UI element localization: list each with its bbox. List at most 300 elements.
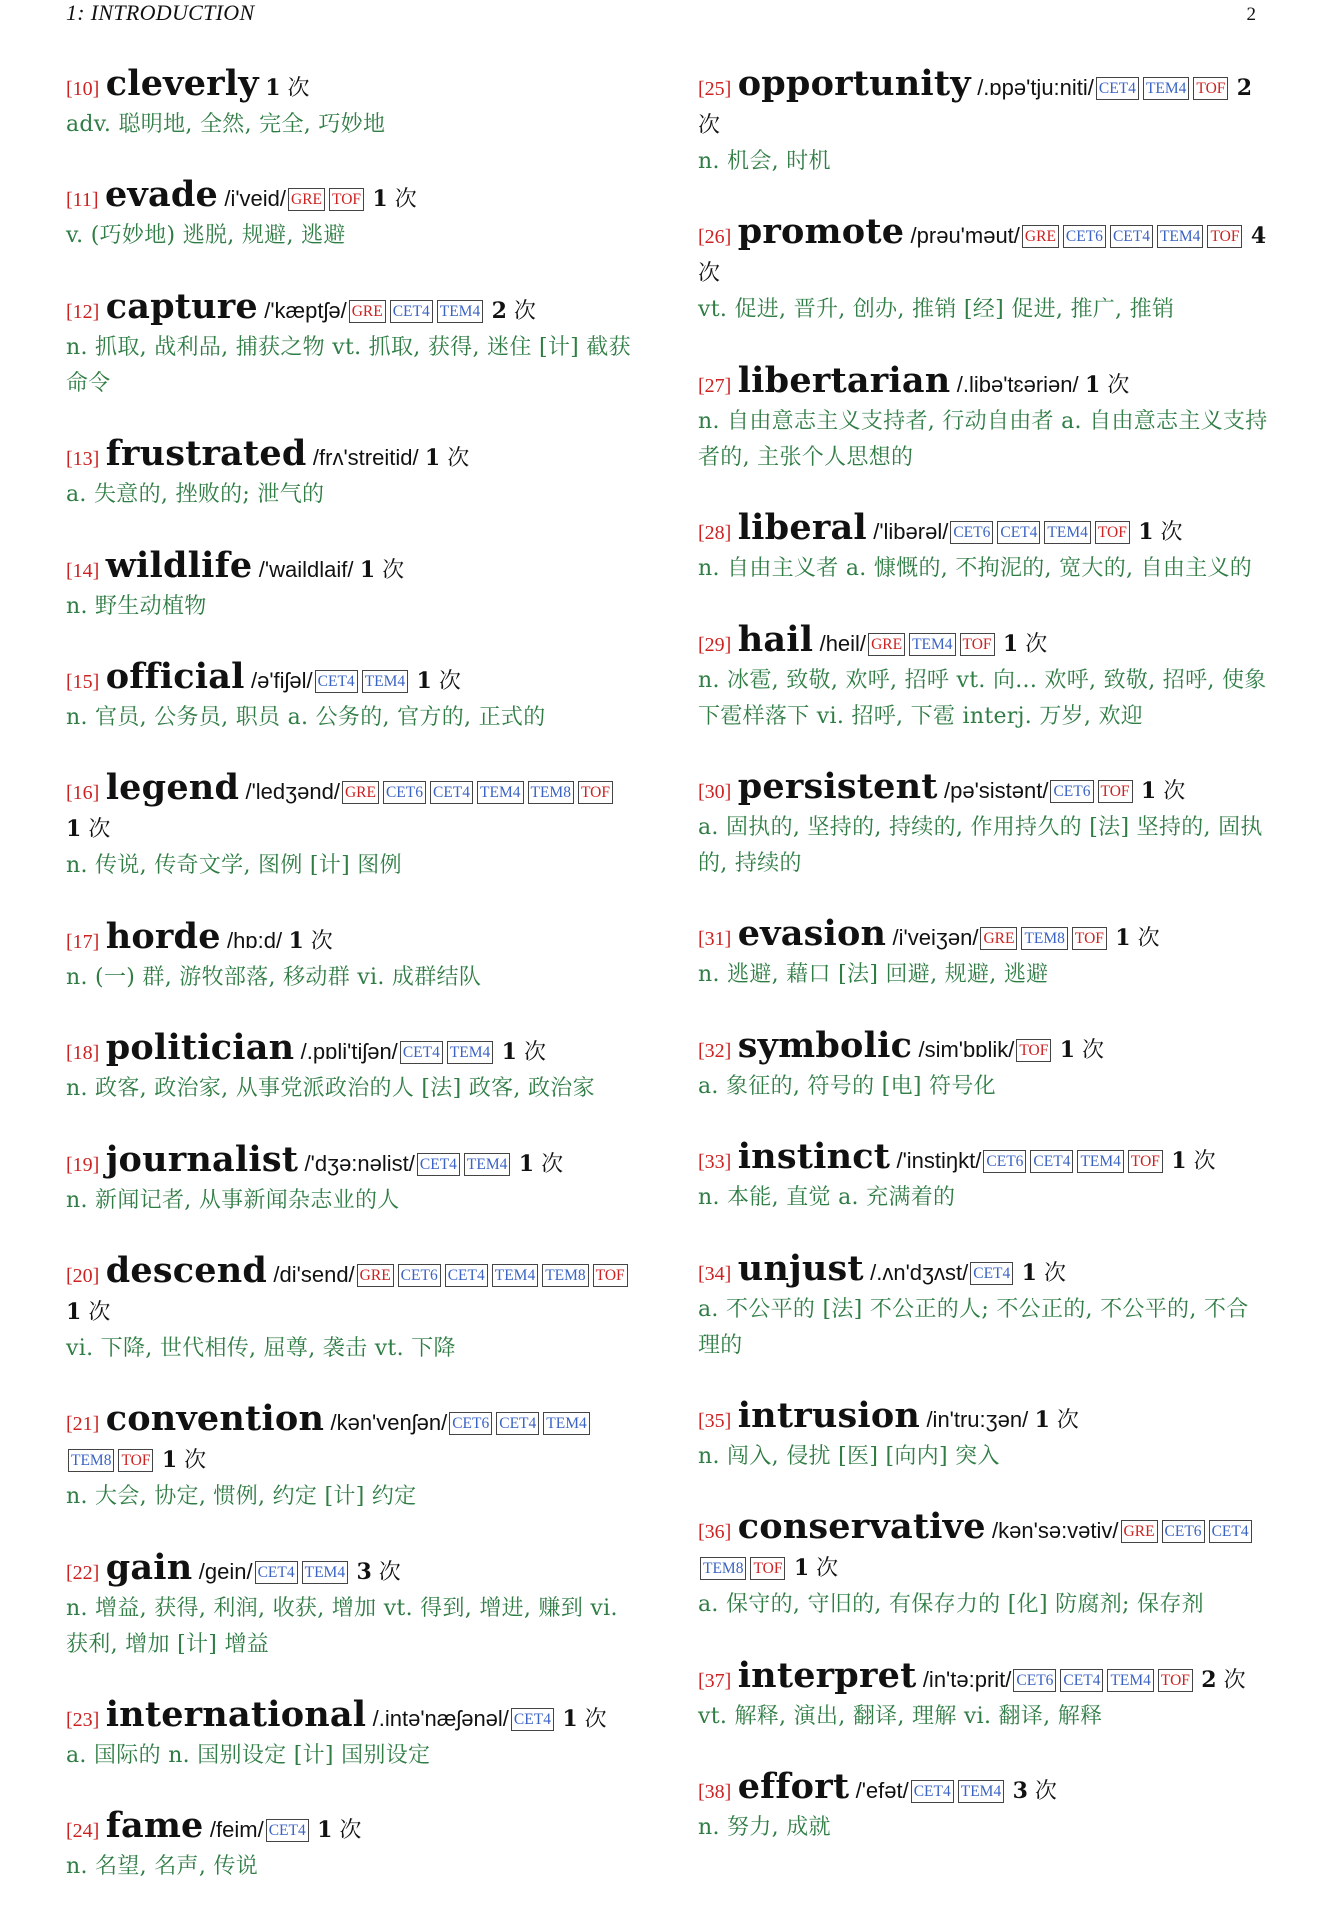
entry-index: [24] [66, 1820, 100, 1843]
entry-index: [35] [698, 1409, 732, 1432]
frequency-count [425, 446, 469, 471]
headword: evade [104, 174, 218, 216]
exam-tag-tem4: TEM4 [477, 781, 523, 804]
exam-tag-tem4: TEM4 [909, 633, 955, 656]
count-unit: 次 [378, 1559, 401, 1585]
frequency-count [1085, 373, 1129, 398]
count-number: 1 [501, 1039, 517, 1066]
phonetic: /.ʌn'dʒʌst/ [870, 1259, 969, 1285]
headword: frustrated [105, 433, 307, 475]
vocab-entry [698, 63, 1268, 180]
count-number: 1 [288, 927, 304, 954]
count-unit: 次 [1107, 372, 1130, 398]
exam-tag-cet4: CET4 [911, 1780, 954, 1803]
headword: persistent [737, 765, 938, 807]
definition: adv. 聪明地, 全然, 完全, 巧妙地 [66, 112, 386, 137]
count-number: 1 [66, 1298, 82, 1325]
headword: intrusion [737, 1394, 921, 1436]
entry-index: [21] [66, 1413, 100, 1436]
headword: international [105, 1694, 367, 1736]
count-unit: 次 [513, 298, 536, 324]
phonetic: /.intə'næʃənəl/ [372, 1706, 509, 1732]
definition: v. (巧妙地) 逃脱, 规避, 逃避 [66, 223, 346, 249]
headword: interpret [737, 1654, 917, 1696]
definition: n. 抓取, 战利品, 捕获之物 vt. 抓取, 获得, 迷住 [计] 截获命令 [66, 334, 631, 396]
exam-tag-cet6: CET6 [383, 781, 426, 804]
count-unit: 次 [88, 1299, 111, 1325]
entry-headline [698, 765, 1268, 810]
headword: journalist [105, 1138, 299, 1180]
vocab-entry [698, 211, 1268, 328]
entry-headline [66, 1027, 636, 1071]
headword: convention [105, 1398, 325, 1440]
entry-headline [698, 1247, 1268, 1292]
exam-tag-tem4: TEM4 [1107, 1669, 1153, 1692]
entry-index: [14] [66, 559, 100, 582]
headword: capture [105, 285, 258, 327]
frequency-count [360, 558, 404, 583]
entry-headline [698, 359, 1268, 404]
headword: effort [737, 1766, 850, 1808]
headword: official [105, 655, 245, 697]
exam-tag-tem4: TEM4 [543, 1412, 589, 1435]
entry-index: [29] [698, 633, 732, 656]
count-unit: 次 [339, 1818, 362, 1844]
count-number: 1 [1034, 1406, 1050, 1433]
exam-tag-cet4: CET4 [997, 521, 1040, 544]
exam-tag-gre: GRE [1121, 1520, 1158, 1543]
entry-index: [37] [698, 1669, 732, 1692]
headword: politician [105, 1027, 295, 1069]
headword: hail [737, 618, 814, 660]
vocab-entry [66, 1027, 636, 1107]
phonetic: /kən'sə:vətiv/ [992, 1518, 1119, 1544]
frequency-count [356, 1560, 400, 1585]
vocab-entry [66, 767, 636, 884]
exam-tag-cet4: CET4 [1110, 225, 1153, 248]
definition: a. 保守的, 守旧的, 有保存力的 [化] 防腐剂; 保存剂 [698, 1592, 1204, 1618]
entry-headline [698, 913, 1268, 957]
definition: n. 逃避, 藉口 [法] 回避, 规避, 逃避 [698, 962, 1049, 988]
headword: libertarian [737, 359, 951, 401]
exam-tag-tof: TOF [1128, 1150, 1163, 1173]
headword: descend [105, 1249, 268, 1291]
definition: n. 传说, 传奇文学, 图例 [计] 图例 [66, 853, 402, 879]
frequency-count [1060, 1038, 1104, 1063]
vocab-entry [698, 359, 1268, 476]
count-number: 3 [356, 1558, 372, 1585]
frequency-count [317, 1818, 361, 1843]
phonetic: /'waildlaif/ [258, 556, 354, 582]
phonetic: /sim'bɒlik/ [918, 1036, 1015, 1062]
exam-tag-tem8: TEM8 [68, 1449, 114, 1472]
entry-headline [66, 655, 636, 700]
count-unit: 次 [816, 1556, 839, 1582]
entry-headline [66, 544, 636, 589]
entry-headline [66, 1138, 636, 1183]
exam-tag-cet4: CET4 [1030, 1150, 1073, 1173]
frequency-count [1141, 779, 1185, 804]
definition: n. 努力, 成就 [698, 1815, 831, 1841]
entry-index: [11] [66, 189, 99, 212]
exam-tag-tem4: TEM4 [1044, 521, 1090, 544]
exam-tag-cet6: CET6 [983, 1150, 1026, 1173]
definition: n. 官员, 公务员, 职员 a. 公务的, 官方的, 正式的 [66, 704, 546, 730]
exam-tag-gre: GRE [349, 300, 386, 323]
headword: evasion [737, 913, 887, 955]
phonetic: /.libə'tɛəriən/ [956, 371, 1079, 397]
exam-tag-cet4: CET4 [255, 1561, 298, 1584]
definition: a. 象征的, 符号的 [电] 符号化 [698, 1073, 996, 1099]
exam-tag-gre: GRE [342, 781, 379, 804]
exam-tag-tof: TOF [329, 188, 364, 211]
vocab-entry [66, 63, 636, 143]
vocab-entry [698, 507, 1268, 587]
count-number: 1 [359, 556, 376, 583]
headword: cleverly [105, 63, 259, 104]
frequency-count [417, 669, 461, 694]
count-number: 1 [1059, 1036, 1076, 1063]
right-column [698, 63, 1268, 1880]
phonetic: /'ledʒənd/ [245, 779, 340, 805]
frequency-count [562, 1707, 606, 1732]
phonetic: /prəu'məut/ [910, 223, 1020, 249]
definition: vi. 下降, 世代相传, 屈尊, 袭击 vt. 下降 [66, 1335, 456, 1361]
entry-headline [66, 1694, 636, 1738]
exam-tag-cet4: CET4 [496, 1412, 539, 1435]
definition: a. 固执的, 坚持的, 持续的, 作用持久的 [法] 坚持的, 固执的, 持续的 [698, 814, 1263, 876]
headword: liberal [737, 507, 867, 549]
count-unit: 次 [1043, 1260, 1066, 1286]
definition: n. 名望, 名声, 传说 [66, 1854, 259, 1880]
vocab-entry [66, 1805, 636, 1885]
count-number: 1 [1002, 630, 1019, 657]
phonetic: /heil/ [819, 630, 867, 656]
exam-tag-tof: TOF [118, 1449, 153, 1472]
count-number: 1 [1085, 371, 1101, 398]
exam-tag-cet4: CET4 [1096, 77, 1139, 100]
phonetic: /gein/ [198, 1558, 253, 1584]
entry-headline [66, 1805, 636, 1849]
entry-index: [33] [698, 1151, 732, 1174]
entry-headline [66, 1546, 636, 1591]
vocab-entry [66, 1398, 636, 1515]
count-number: 1 [1115, 925, 1131, 952]
exam-tag-tem8: TEM8 [528, 781, 574, 804]
entry-headline [698, 1394, 1268, 1439]
exam-tag-tof: TOF [1193, 77, 1228, 100]
entry-index: [12] [66, 300, 100, 323]
exam-tag-tof: TOF [960, 633, 995, 656]
vocab-entry [698, 765, 1268, 882]
frequency-count [66, 817, 110, 842]
entry-headline [66, 285, 636, 330]
definition: n. (一) 群, 游牧部落, 移动群 vi. 成群结队 [66, 964, 482, 990]
definition: n. 自由主义者 a. 慷慨的, 不拘泥的, 宽大的, 自由主义的 [698, 556, 1253, 582]
vocab-entry [66, 1249, 636, 1367]
frequency-count [794, 1556, 838, 1581]
frequency-count [1013, 1779, 1057, 1804]
entry-headline [698, 1654, 1268, 1699]
vocab-entry [66, 1546, 636, 1663]
frequency-count [1115, 926, 1159, 951]
exam-tag-cet4: CET4 [266, 1819, 309, 1842]
exam-tag-tem8: TEM8 [542, 1264, 588, 1287]
count-unit: 次 [523, 1040, 546, 1066]
entry-headline [698, 1024, 1268, 1069]
count-number: 1 [1021, 1259, 1037, 1286]
exam-tag-tof: TOF [1016, 1039, 1051, 1062]
definition: n. 自由意志主义支持者, 行动自由者 a. 自由意志主义支持者的, 主张个人思想的 [698, 408, 1268, 470]
count-number: 1 [265, 75, 281, 101]
phonetic: /in'tə:prit/ [922, 1666, 1012, 1692]
frequency-count [1171, 1149, 1215, 1174]
headword: wildlife [105, 544, 253, 586]
entry-index: [30] [698, 780, 732, 803]
phonetic: /'kæptʃə/ [264, 297, 347, 323]
count-unit: 次 [184, 1448, 207, 1474]
exam-tag-tem4: TEM4 [447, 1041, 493, 1064]
count-unit: 次 [584, 1707, 607, 1733]
entry-index: [27] [698, 374, 732, 397]
vocab-entry [698, 1766, 1268, 1846]
definition: n. 冰雹, 致敬, 欢呼, 招呼 vt. 向... 欢呼, 致敬, 招呼, 使象下雹样落下 vi. 招呼, 下雹 interj. 万岁, 欢迎 [698, 667, 1267, 729]
entry-index: [22] [66, 1561, 100, 1584]
definition: a. 不公平的 [法] 不公正的人; 不公正的, 不公平的, 不合理的 [698, 1296, 1249, 1358]
exam-tag-tem4: TEM4 [1157, 225, 1203, 248]
frequency-count [519, 1152, 563, 1177]
exam-tag-cet4: CET4 [390, 300, 433, 323]
exam-tag-cet6: CET6 [449, 1412, 492, 1435]
vocab-entry [698, 1394, 1268, 1475]
frequency-count [288, 929, 332, 954]
page-header [66, 0, 1256, 30]
count-number: 1 [793, 1555, 810, 1582]
definition: n. 大会, 协定, 惯例, 约定 [计] 约定 [66, 1484, 417, 1510]
entry-index: [36] [698, 1521, 732, 1544]
entry-headline [66, 767, 636, 848]
exam-tag-cet6: CET6 [1013, 1669, 1056, 1692]
headword: instinct [737, 1136, 891, 1178]
entry-headline [66, 63, 636, 107]
count-number: 1 [1138, 519, 1154, 546]
entry-index: [26] [698, 226, 732, 249]
definition: a. 失意的, 挫败的; 泄气的 [66, 482, 325, 508]
headword: promote [737, 211, 905, 253]
count-number: 1 [424, 445, 441, 472]
vocab-entry [66, 433, 636, 513]
vocab-entry [698, 1506, 1268, 1623]
definition: vt. 解释, 演出, 翻译, 理解 vi. 翻译, 解释 [698, 1703, 1103, 1729]
exam-tag-tem4: TEM4 [464, 1153, 510, 1176]
exam-tag-gre: GRE [288, 188, 325, 211]
count-unit: 次 [88, 817, 111, 843]
frequency-count [502, 1040, 546, 1065]
definition: n. 新闻记者, 从事新闻杂志业的人 [66, 1187, 400, 1213]
count-unit: 次 [447, 446, 470, 472]
headword: conservative [737, 1506, 986, 1548]
frequency-count [492, 299, 536, 324]
exam-tag-cet4: CET4 [511, 1708, 554, 1731]
count-unit: 次 [1223, 1667, 1246, 1693]
exam-tag-tof: TOF [593, 1264, 628, 1287]
entry-index: [13] [66, 448, 100, 471]
phonetic: /'instiŋkt/ [896, 1148, 982, 1174]
page-number: 2 [1246, 4, 1256, 25]
headword: opportunity [737, 63, 971, 104]
definition: a. 国际的 n. 国别设定 [计] 国别设定 [66, 1743, 431, 1769]
vocab-entry [66, 1138, 636, 1219]
entry-headline [66, 174, 636, 218]
definition: n. 本能, 直觉 a. 充满着的 [698, 1185, 956, 1211]
frequency-count [1022, 1261, 1066, 1286]
phonetic: /.pɒli'tiʃən/ [300, 1039, 398, 1065]
entry-index: [25] [698, 78, 732, 100]
frequency-count [1201, 1668, 1245, 1693]
vocab-entry [698, 1024, 1268, 1105]
vocab-entry [66, 1694, 636, 1774]
count-unit: 次 [698, 113, 721, 138]
definition: n. 增益, 获得, 利润, 收获, 增加 vt. 得到, 增进, 赚到 vi. 获利, 增加 [计] 增益 [66, 1595, 618, 1657]
exam-tag-cet4: CET4 [1060, 1669, 1103, 1692]
exam-tag-tof: TOF [1095, 521, 1130, 544]
exam-tag-tem8: TEM8 [1021, 927, 1067, 950]
vocab-entry [698, 1654, 1268, 1735]
phonetic: /feim/ [209, 1817, 264, 1843]
frequency-count [1138, 520, 1182, 545]
count-unit: 次 [1163, 778, 1186, 804]
frequency-count [265, 76, 309, 101]
exam-tag-tem4: TEM4 [1143, 77, 1189, 100]
exam-tag-cet6: CET6 [1162, 1520, 1205, 1543]
phonetic: /'dʒə:nəlist/ [304, 1150, 415, 1176]
count-unit: 次 [310, 928, 333, 954]
count-unit: 次 [541, 1151, 564, 1177]
exam-tag-tof: TOF [1158, 1669, 1193, 1692]
frequency-count [1003, 632, 1047, 657]
count-number: 1 [1171, 1148, 1187, 1175]
count-number: 2 [491, 297, 507, 324]
exam-tag-tem4: TEM4 [437, 300, 483, 323]
vocab-entry [698, 1136, 1268, 1216]
exam-tag-tof: TOF [578, 781, 613, 804]
count-unit: 次 [1034, 1779, 1057, 1805]
exam-tag-tem4: TEM4 [958, 1780, 1004, 1803]
vocab-entry [66, 285, 636, 402]
exam-tag-gre: GRE [980, 927, 1017, 950]
definition: n. 机会, 时机 [698, 149, 831, 174]
exam-tag-cet6: CET6 [1050, 780, 1093, 803]
left-column [66, 63, 636, 1920]
phonetic: /'libərəl/ [873, 519, 949, 545]
phonetic: /di'send/ [273, 1261, 355, 1287]
phonetic: /'efət/ [855, 1778, 909, 1804]
count-number: 1 [416, 667, 432, 694]
exam-tag-cet4: CET4 [1209, 1520, 1252, 1543]
headword: legend [105, 767, 240, 809]
entry-index: [16] [66, 782, 100, 805]
count-unit: 次 [1082, 1037, 1105, 1063]
count-number: 4 [1250, 223, 1267, 250]
entry-headline [698, 211, 1268, 292]
phonetic: /i'veid/ [224, 186, 286, 212]
exam-tag-gre: GRE [1022, 225, 1059, 248]
vocab-entry [698, 1247, 1268, 1364]
frequency-count [162, 1448, 206, 1473]
frequency-count [1035, 1408, 1079, 1433]
frequency-count [66, 1300, 110, 1325]
entry-headline [698, 507, 1268, 551]
entry-index: [19] [66, 1153, 100, 1176]
count-unit: 次 [1193, 1149, 1216, 1175]
entry-headline [698, 63, 1268, 144]
definition: n. 政客, 政治家, 从事党派政治的人 [法] 政客, 政治家 [66, 1076, 595, 1102]
exam-tag-tof: TOF [750, 1557, 785, 1580]
vocab-entry [698, 913, 1268, 993]
vocab-entry [698, 618, 1268, 735]
entry-headline [66, 1398, 636, 1479]
headword: gain [105, 1546, 193, 1588]
entry-headline [698, 1136, 1268, 1180]
count-unit: 次 [1025, 631, 1048, 657]
exam-tag-cet6: CET6 [950, 521, 993, 544]
entry-index: [15] [66, 670, 100, 693]
entry-index: [38] [698, 1781, 732, 1804]
exam-tag-tem8: TEM8 [700, 1557, 746, 1580]
exam-tag-tof: TOF [1098, 780, 1133, 803]
vocab-entry [66, 655, 636, 736]
phonetic: /ə'fiʃəl/ [250, 667, 313, 693]
exam-tag-gre: GRE [357, 1264, 394, 1287]
definition: n. 野生动植物 [66, 593, 207, 619]
exam-tag-cet6: CET6 [1063, 225, 1106, 248]
entry-headline [66, 433, 636, 477]
phonetic: /.ɒpə'tju:niti/ [977, 75, 1094, 100]
exam-tag-tem4: TEM4 [492, 1264, 538, 1287]
count-unit: 次 [1056, 1407, 1079, 1433]
count-unit: 次 [382, 557, 405, 583]
headword: symbolic [737, 1024, 913, 1066]
exam-tag-cet4: CET4 [400, 1041, 443, 1064]
entry-index: [10] [66, 78, 100, 100]
exam-tag-gre: GRE [868, 633, 905, 656]
entry-index: [31] [698, 928, 732, 951]
count-number: 1 [317, 1817, 333, 1844]
phonetic: /pə'sistənt/ [943, 777, 1049, 803]
count-number: 1 [1140, 777, 1157, 804]
exam-tag-cet4: CET4 [417, 1153, 460, 1176]
count-unit: 次 [438, 668, 461, 694]
exam-tag-cet4: CET4 [970, 1262, 1013, 1285]
entry-index: [20] [66, 1264, 100, 1287]
entry-index: [23] [66, 1709, 100, 1732]
phonetic: /hɒ:d/ [227, 927, 283, 953]
entry-headline [66, 1249, 636, 1331]
entry-headline [66, 915, 636, 960]
exam-tag-tem4: TEM4 [302, 1561, 348, 1584]
headword: horde [105, 915, 221, 957]
count-unit: 次 [1160, 520, 1183, 546]
entry-headline [698, 1506, 1268, 1587]
count-number: 1 [66, 816, 82, 843]
definition: n. 闯入, 侵扰 [医] [向内] 突入 [698, 1443, 1000, 1469]
exam-tag-cet6: CET6 [398, 1264, 441, 1287]
exam-tag-cet4: CET4 [445, 1264, 488, 1287]
vocab-entry [66, 544, 636, 625]
count-unit: 次 [287, 76, 310, 101]
headword: unjust [737, 1247, 864, 1289]
entry-headline [698, 1766, 1268, 1810]
